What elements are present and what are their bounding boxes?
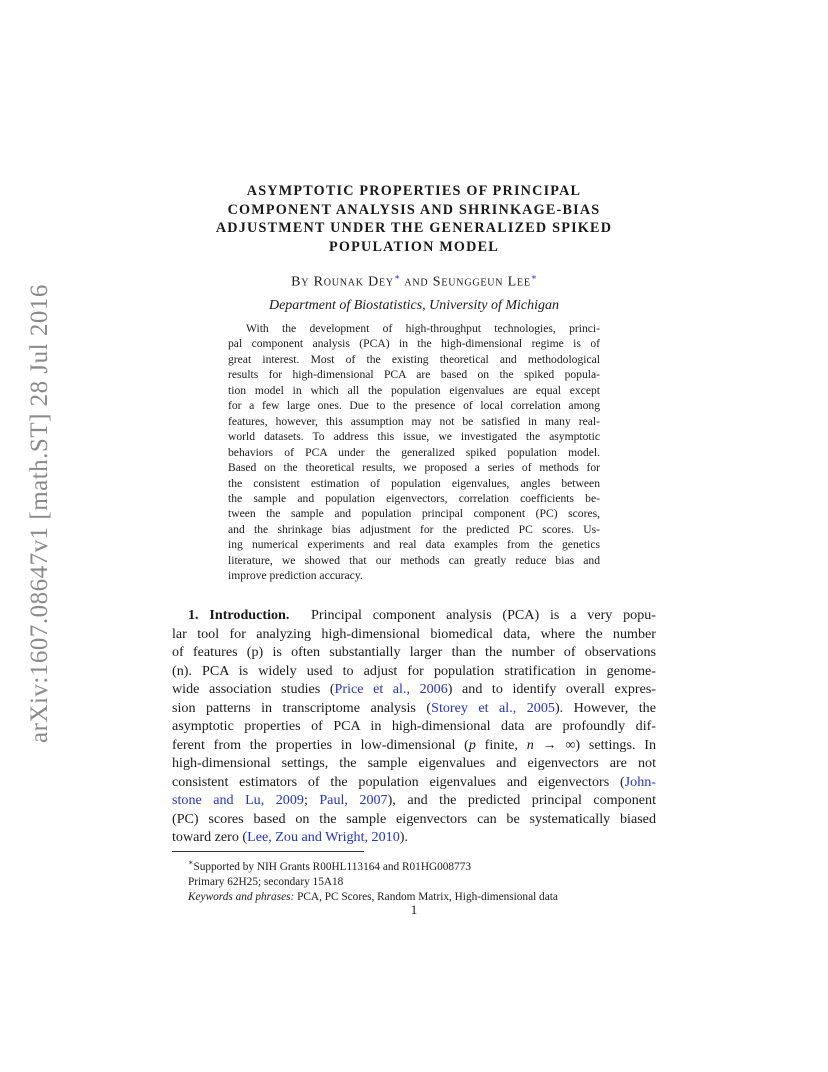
affiliation: Department of Biostatistics, University of Michigan: [268, 298, 560, 313]
intro-text: sion patterns in transcriptome analysis (: [172, 699, 432, 716]
and-label: and: [404, 274, 429, 290]
intro-text: toward zero (: [172, 829, 248, 845]
footnotes: [188, 855, 658, 905]
keywords-label: Keywords and phrases:: [188, 891, 295, 904]
abstract-line: ing numerical experiments and real data examples from the genetics: [228, 538, 600, 552]
author-name: Seunggeun Lee: [432, 274, 531, 290]
abstract-line: the sample and population eigenvectors, correlation coefficients be-: [228, 491, 600, 505]
intro-text: ;: [303, 792, 320, 808]
abstract-line: behaviors of PCA under the generalized spiked population model.: [228, 445, 600, 459]
math-symbol: n: [526, 736, 534, 753]
keywords-text: PCA, PC Scores, Random Matrix, High-dimensional data: [297, 891, 558, 904]
intro-text: ).: [399, 829, 408, 845]
intro-text: ), and the predicted principal component: [387, 792, 656, 808]
intro-text: ). However, the: [554, 699, 656, 716]
author-line: [150, 272, 678, 291]
intro-text: consistent estimators of the population eigenvalues and eigenvectors (: [172, 773, 625, 790]
abstract-line: the consistent estimation of population eigenvalues, angles between: [228, 476, 600, 490]
author-footnote-mark[interactable]: ∗: [393, 272, 401, 282]
citation-link[interactable]: John-: [624, 773, 656, 790]
abstract-line: tion model in which all the population eigenvalues are equal except: [228, 383, 600, 397]
abstract-line: results for high-dimensional PCA are based on the spiked popula-: [228, 368, 600, 382]
abstract-line: pal component analysis (PCA) in the high-dimensional regime is of: [228, 337, 600, 351]
page-number: 1: [410, 902, 418, 917]
intro-text: Principal component analysis (PCA) is a very popu-: [311, 607, 657, 623]
intro-line: [172, 773, 656, 792]
author-footnote-mark[interactable]: ∗: [530, 272, 537, 282]
abstract-line: literature, we showed that our methods can greatly reduce bias and: [228, 553, 600, 567]
abstract-line: and the shrinkage bias adjustment for the predicted PC scores. Us-: [228, 522, 600, 536]
title-line: COMPONENT ANALYSIS AND SHRINKAGE-BIAS: [227, 201, 601, 218]
title-line: POPULATION MODEL: [329, 238, 499, 255]
abstract-line: improve prediction accuracy.: [228, 569, 363, 583]
footnote-classification: Primary 62H25; secondary 15A18: [188, 875, 344, 888]
citation-link[interactable]: Price et al., 2006: [334, 681, 448, 697]
introduction-section: [172, 606, 656, 847]
abstract-line: for a few large ones. Due to the presence of local correlation among: [228, 399, 600, 413]
intro-line: [172, 736, 656, 755]
citation-link[interactable]: Lee, Zou and Wright, 2010: [247, 829, 400, 845]
intro-line: [172, 680, 656, 699]
intro-text: ferent from the properties in low-dimensional (: [172, 736, 469, 753]
abstract-line: tween the sample and population principal component (PC) scores,: [228, 507, 600, 521]
intro-line: [172, 699, 656, 718]
intro-text: ) and to identify overall expres-: [447, 681, 657, 697]
intro-line: lar tool for analyzing high-dimensional biomedical data, where the number: [172, 625, 656, 642]
author-name: Rounak Dey: [313, 274, 394, 290]
title-line: ADJUSTMENT UNDER THE GENERALIZED SPIKED: [215, 220, 613, 237]
citation-link[interactable]: stone and Lu, 2009: [172, 792, 304, 808]
abstract: [228, 321, 600, 584]
math-symbol: p: [468, 736, 476, 753]
paper-title: [150, 182, 678, 256]
section-heading: 1. Introduction.: [188, 607, 290, 623]
intro-line: asymptotic properties of PCA in high-dimensional data are profoundly dif-: [172, 718, 656, 734]
arxiv-identifier: arXiv:1607.08647v1 [math.ST] 28 Jul 2016: [26, 284, 53, 744]
intro-text: finite,: [475, 736, 527, 753]
intro-text: → ∞) settings. In: [533, 736, 656, 753]
title-line: ASYMPTOTIC PROPERTIES OF PRINCIPAL: [246, 183, 582, 199]
intro-text: wide association studies (: [172, 681, 335, 697]
intro-line: (PC) scores based on the sample eigenvectors can be systematically biased: [172, 810, 656, 827]
footnote-mark: ∗: [188, 858, 194, 867]
abstract-line: great interest. Most of the existing theoretical and methodological: [228, 352, 600, 366]
by-label: By: [291, 274, 310, 290]
footnote-rule: [172, 851, 364, 852]
citation-link[interactable]: Storey et al., 2005: [431, 699, 555, 716]
citation-link[interactable]: Paul, 2007: [319, 792, 388, 808]
intro-line: [172, 828, 656, 847]
intro-line: of features (p) is often substantially larger than the number of observations: [172, 644, 656, 660]
footnote-text: Supported by NIH Grants R00HL113164 and R01HG008773: [193, 860, 472, 873]
footnote-grant: [188, 855, 658, 875]
intro-line: high-dimensional settings, the sample eigenvalues and eigenvectors are not: [172, 755, 656, 771]
abstract-line: Based on the theoretical results, we proposed a series of methods for: [228, 461, 600, 475]
intro-line: [172, 791, 656, 810]
abstract-line: features, however, this assumption may not be satisfied in many real-: [228, 414, 600, 428]
intro-line: (n). PCA is widely used to adjust for population stratification in genome-: [172, 662, 656, 679]
abstract-line: With the development of high-throughput technologies, princi-: [246, 322, 600, 335]
intro-line: [172, 606, 656, 625]
abstract-line: world datasets. To address this issue, we investigated the asymptotic: [228, 430, 600, 444]
